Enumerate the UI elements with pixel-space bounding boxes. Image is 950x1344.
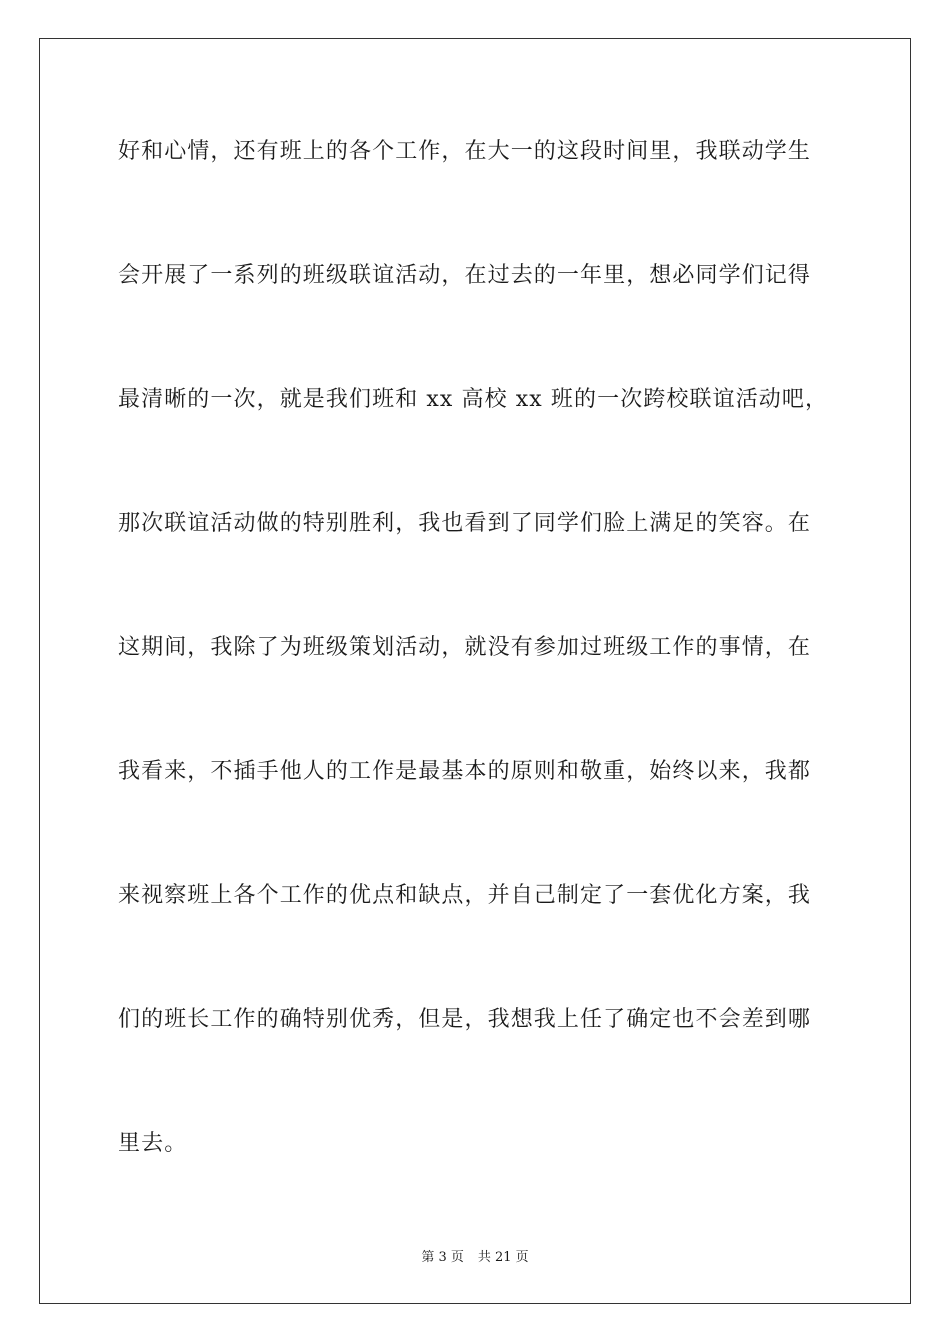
body-line-3: 最清晰的一次，就是我们班和 xx 高校 xx 班的一次跨校联谊活动吧， bbox=[118, 387, 829, 412]
document-body bbox=[118, 130, 838, 1246]
body-line-1: 好和心情，还有班上的各个工作，在大一的这段时间里，我联动学生 bbox=[118, 139, 812, 164]
body-line-5: 这期间，我除了为班级策划活动，就没有参加过班级工作的事情，在 bbox=[118, 635, 812, 660]
body-line-7: 来视察班上各个工作的优点和缺点，并自己制定了一套优化方案，我 bbox=[118, 883, 812, 908]
body-line-8: 们的班长工作的确特别优秀，但是，我想我上任了确定也不会差到哪 bbox=[118, 1007, 812, 1032]
body-line-2: 会开展了一系列的班级联谊活动，在过去的一年里，想必同学们记得 bbox=[118, 263, 812, 288]
body-line-6: 我看来，不插手他人的工作是最基本的原则和敬重，始终以来，我都 bbox=[118, 759, 812, 784]
page-total: 共 21 页 bbox=[477, 1250, 529, 1265]
page-number: 第 3 页 bbox=[421, 1250, 464, 1265]
page-footer bbox=[0, 1248, 950, 1268]
body-line-9: 里去。 bbox=[118, 1131, 188, 1156]
body-line-4: 那次联谊活动做的特别胜利，我也看到了同学们脸上满足的笑容。在 bbox=[118, 511, 812, 536]
